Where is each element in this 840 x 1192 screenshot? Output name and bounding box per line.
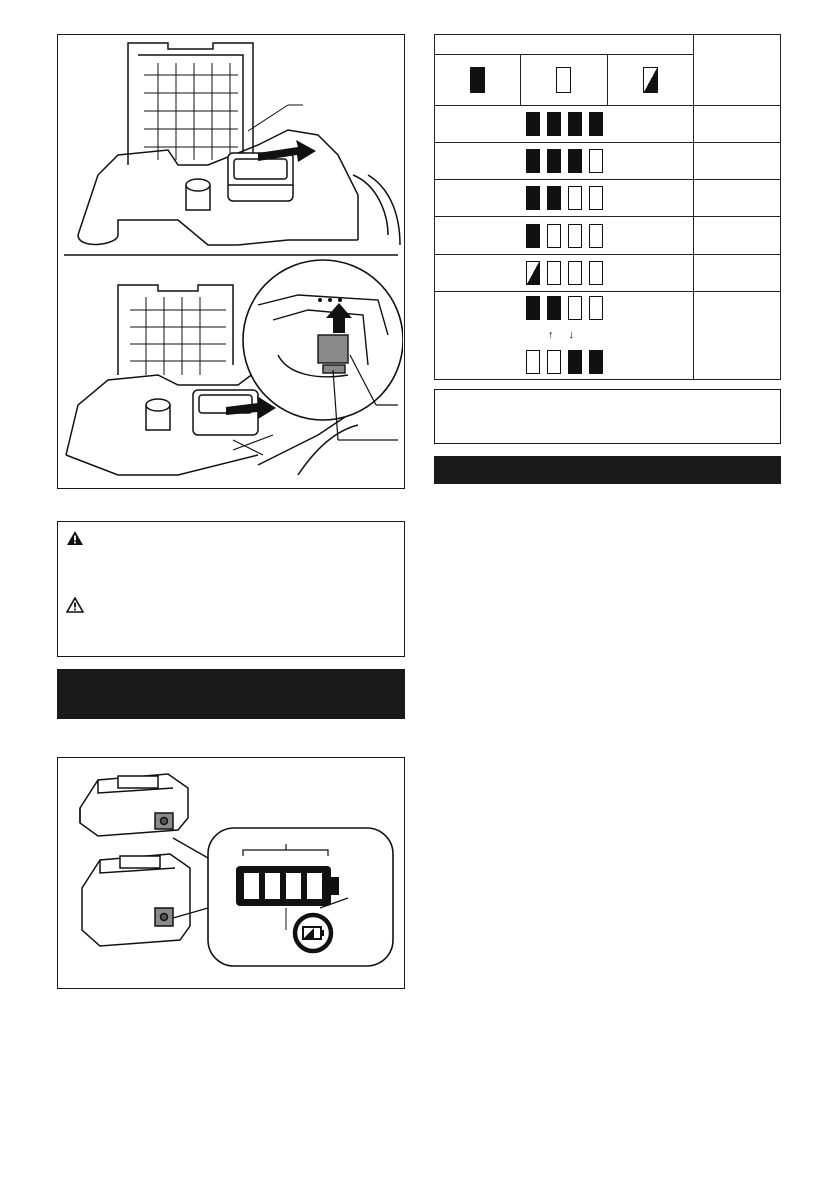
indicator-lamp-2-on [547, 112, 561, 136]
indicator-lamp-1-on [526, 224, 540, 248]
lamp-row-2 [435, 143, 693, 179]
indicator-lamp-4-off [589, 261, 603, 285]
caution-triangle-icon [66, 597, 84, 613]
indicator-lamp-2-off [547, 350, 561, 374]
indicator-off-icon [556, 67, 571, 93]
note-box [434, 389, 781, 444]
lamp-row-3 [435, 180, 693, 216]
tool-top-view-1 [78, 43, 400, 245]
warning-box [57, 521, 405, 657]
indicator-lamp-4-off [589, 296, 603, 320]
battery-gauge-icon [236, 866, 339, 906]
battery-install-illustration [58, 35, 403, 487]
section-heading-bar-right [434, 456, 781, 484]
indicator-lit-icon [470, 67, 485, 93]
zoom-detail-circle [243, 260, 403, 420]
indicator-lamp-4-off [589, 224, 603, 248]
indicator-lamp-3-off [568, 186, 582, 210]
table-row [435, 217, 781, 254]
indicator-blinking-icon [643, 67, 658, 93]
indicator-lamp-4-off [589, 149, 603, 173]
battery-pack-large [82, 854, 190, 946]
legend-blinking [607, 55, 693, 106]
indicator-lamp-4-on [589, 112, 603, 136]
indicator-lamp-2-on [547, 149, 561, 173]
battery-indicator-illustration [58, 758, 403, 987]
indicator-lamp-1-on [526, 112, 540, 136]
lamp-row-6a [435, 293, 693, 323]
indicator-lamp-3-off [568, 296, 582, 320]
capacity-header [694, 35, 781, 106]
lamp-row-1 [435, 106, 693, 142]
indicator-lamp-2-off [547, 261, 561, 285]
capacity-cell [694, 180, 781, 217]
indicator-lamp-1-on [526, 186, 540, 210]
table-row [435, 254, 781, 291]
indicator-lamp-1-off [526, 350, 540, 374]
indicator-lamp-4-off [589, 186, 603, 210]
indicator-lamp-3-on [568, 350, 582, 374]
table-row [435, 291, 781, 379]
lamp-header [435, 35, 694, 55]
lamp-row-6b [435, 347, 693, 377]
battery-pack-small [80, 774, 188, 836]
indicator-lamp-1-on [526, 149, 540, 173]
indicator-lamp-3-on [568, 112, 582, 136]
indicator-lamp-1-on [526, 296, 540, 320]
legend-off [521, 55, 607, 106]
indicator-status-table [434, 34, 781, 380]
indicator-lamp-2-on [547, 186, 561, 210]
section-heading-bar-left [57, 669, 405, 719]
capacity-cell [694, 143, 781, 180]
indicator-lamp-3-on [568, 149, 582, 173]
alternating-arrows: ↑ ↓ [547, 329, 581, 342]
lamp-row-5 [435, 255, 693, 291]
battery-install-figure [57, 34, 405, 489]
indicator-lamp-3-off [568, 261, 582, 285]
table-row [435, 106, 781, 143]
indicator-lamp-4-on [589, 350, 603, 374]
lamp-row-4 [435, 217, 693, 253]
indicator-lamp-1-blink [526, 261, 540, 285]
capacity-cell [694, 254, 781, 291]
warning-triangle-icon [66, 530, 84, 546]
table-row [435, 180, 781, 217]
capacity-cell [694, 106, 781, 143]
indicator-lamp-2-off [547, 224, 561, 248]
indicator-lamp-3-off [568, 224, 582, 248]
battery-indicator-figure [57, 757, 405, 989]
legend-lit [435, 55, 521, 106]
indicator-lamp-2-on [547, 296, 561, 320]
capacity-cell [694, 217, 781, 254]
table-row [435, 143, 781, 180]
capacity-cell [694, 291, 781, 379]
